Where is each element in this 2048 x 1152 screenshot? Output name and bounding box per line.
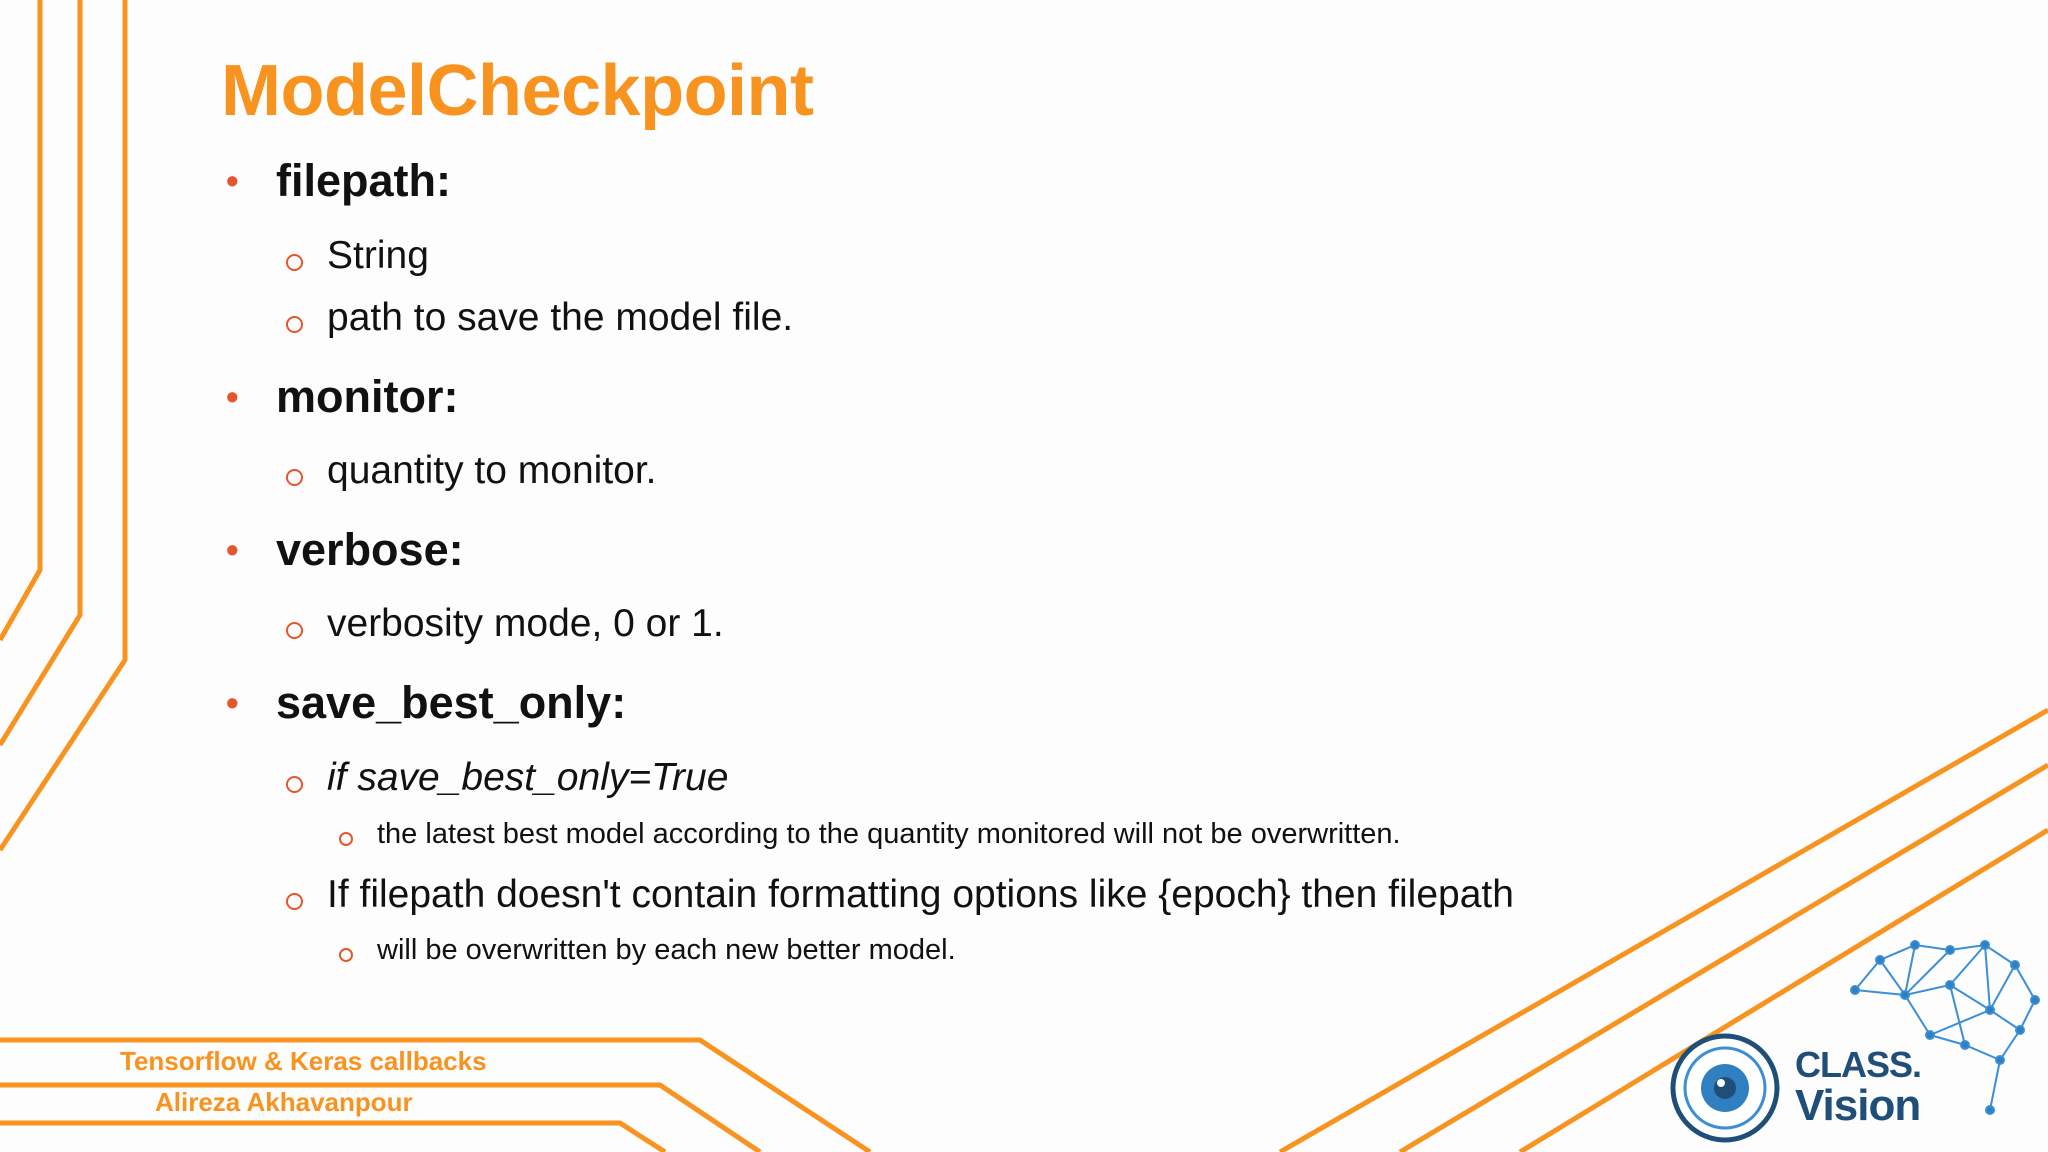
circle-bullet-icon	[286, 316, 303, 333]
circle-bullet-icon	[286, 469, 303, 486]
sub-item-text: String	[327, 234, 429, 277]
frame-line-diag-3	[1520, 830, 2048, 1152]
footer-course-title: Tensorflow & Keras callbacks	[120, 1046, 487, 1076]
circle-bullet-icon	[339, 832, 353, 846]
circle-bullet-icon	[286, 776, 303, 793]
sub-item-text: If filepath doesn't contain formatting options like {epoch} then filepath	[327, 873, 1514, 916]
bullet-label: filepath:	[276, 155, 451, 206]
logo-text-vision: Vision	[1795, 1081, 1921, 1130]
footer-author: Alireza Akhavanpour	[155, 1087, 413, 1117]
bullet-dot-icon: •	[226, 529, 239, 570]
sub-sub-item-text: will be overwritten by each new better model.	[377, 934, 956, 966]
circle-bullet-icon	[286, 254, 303, 271]
bullet-dot-icon: •	[226, 376, 239, 417]
bullet-dot-icon: •	[226, 682, 239, 723]
frame-line-diag-1	[1280, 710, 2048, 1152]
bullet-label: save_best_only:	[276, 677, 627, 728]
bullet-label: verbose:	[276, 524, 464, 575]
circle-bullet-icon	[339, 948, 353, 962]
logo-text-class: CLASS.	[1795, 1044, 1922, 1085]
eye-logo-icon	[1673, 1036, 1777, 1140]
sub-item-text: if save_best_only=True	[327, 756, 729, 799]
circle-bullet-icon	[286, 893, 303, 910]
bullet-label: monitor:	[276, 371, 459, 422]
sub-item-text: verbosity mode, 0 or 1.	[327, 602, 724, 645]
sub-item-text: path to save the model file.	[327, 296, 794, 339]
sub-sub-item-text: the latest best model according to the quantity monitored will not be overwritten.	[377, 818, 1401, 850]
frame-line-left-1	[0, 0, 40, 640]
slide-title: ModelCheckpoint	[221, 51, 814, 131]
frame-line-bottom-3	[0, 1123, 665, 1152]
frame-line-left-3	[0, 0, 125, 850]
bullet-dot-icon: •	[226, 160, 239, 201]
sub-item-text: quantity to monitor.	[327, 449, 657, 492]
circle-bullet-icon	[286, 622, 303, 639]
